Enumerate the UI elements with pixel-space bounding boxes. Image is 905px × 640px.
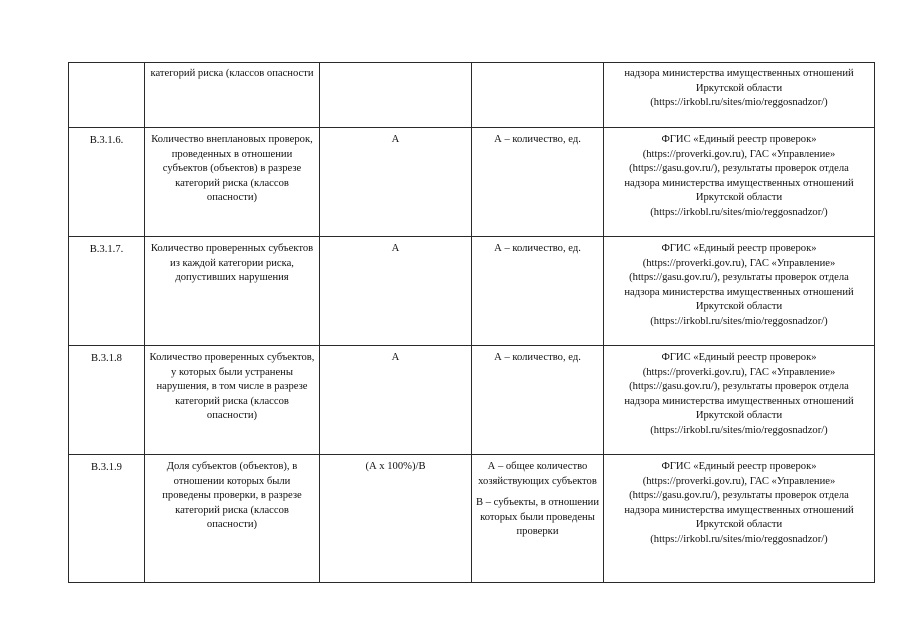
indicator-formula: А bbox=[320, 128, 472, 237]
indicator-code: В.3.1.9 bbox=[69, 455, 145, 583]
indicator-units bbox=[472, 237, 604, 346]
indicator-source bbox=[604, 237, 875, 346]
source-line: надзора министерства имущественных отношений bbox=[624, 395, 854, 407]
source-line: (https://proverki.gov.ru), ГАС «Управление» bbox=[642, 257, 836, 269]
indicator-code bbox=[69, 63, 145, 128]
indicator-name: Количество проверенных субъектов, у которых были устранены нарушения, в том числе в разрезе категорий риска (классов опасности) bbox=[145, 346, 320, 455]
unit-definition: В – субъекты, в отношении которых были проведены проверки bbox=[476, 497, 600, 538]
source-line: (https://gasu.gov.ru/), результаты проверок отдела bbox=[629, 163, 849, 175]
unit-definition: А – количество, ед. bbox=[494, 134, 581, 145]
source-line: (https://irkobl.ru/sites/mio/reggosnadzor/) bbox=[650, 424, 828, 436]
source-line: Иркутской области bbox=[695, 82, 783, 94]
indicator-source bbox=[604, 346, 875, 455]
indicator-name: Количество проверенных субъектов из каждой категории риска, допустивших нарушения bbox=[145, 237, 320, 346]
indicator-source bbox=[604, 128, 875, 237]
indicator-code: В.3.1.7. bbox=[69, 237, 145, 346]
source-line: надзора министерства имущественных отношений bbox=[624, 68, 854, 79]
source-line: Иркутской области bbox=[695, 519, 783, 531]
indicator-units bbox=[472, 128, 604, 237]
indicator-units bbox=[472, 455, 604, 583]
indicator-units bbox=[472, 346, 604, 455]
indicator-code: В.3.1.6. bbox=[69, 128, 145, 237]
table-row bbox=[69, 237, 875, 346]
unit-definition: А – количество, ед. bbox=[494, 352, 581, 363]
source-line: (https://irkobl.ru/sites/mio/reggosnadzor/) bbox=[650, 533, 828, 545]
indicator-name: Количество внеплановых проверок, проведенных в отношении субъектов (объектов) в разрезе категорий риска (классов опасности) bbox=[145, 128, 320, 237]
indicator-name: категорий риска (классов опасности bbox=[145, 63, 320, 128]
source-line: (https://gasu.gov.ru/), результаты проверок отдела bbox=[629, 272, 849, 284]
table-row bbox=[69, 455, 875, 583]
indicator-source bbox=[604, 455, 875, 583]
source-line: Иркутской области bbox=[695, 192, 783, 204]
indicator-formula: (А х 100%)/В bbox=[320, 455, 472, 583]
table-row bbox=[69, 346, 875, 455]
indicator-formula bbox=[320, 63, 472, 128]
source-line: (https://gasu.gov.ru/), результаты проверок отдела bbox=[629, 381, 849, 393]
table-row bbox=[69, 63, 875, 128]
source-line: надзора министерства имущественных отношений bbox=[624, 504, 854, 516]
source-line: (https://gasu.gov.ru/), результаты проверок отдела bbox=[629, 490, 849, 502]
unit-definition: А – количество, ед. bbox=[494, 243, 581, 254]
indicators-table bbox=[68, 62, 875, 583]
indicator-name: Доля субъектов (объектов), в отношении которых были проведены проверки, в разрезе категорий риска (классов опасности) bbox=[145, 455, 320, 583]
source-line: ФГИС «Единый реестр проверок» bbox=[661, 461, 817, 472]
source-line: (https://proverki.gov.ru), ГАС «Управление» bbox=[642, 366, 836, 378]
indicator-units bbox=[472, 63, 604, 128]
indicator-formula: А bbox=[320, 346, 472, 455]
source-line: ФГИС «Единый реестр проверок» bbox=[661, 243, 817, 254]
source-line: ФГИС «Единый реестр проверок» bbox=[661, 352, 817, 363]
source-line: ФГИС «Единый реестр проверок» bbox=[661, 134, 817, 145]
source-line: (https://irkobl.ru/sites/mio/reggosnadzor/) bbox=[650, 206, 828, 218]
table-row bbox=[69, 128, 875, 237]
source-line: (https://proverki.gov.ru), ГАС «Управление» bbox=[642, 475, 836, 487]
source-line: (https://irkobl.ru/sites/mio/reggosnadzor/) bbox=[650, 315, 828, 327]
source-line: надзора министерства имущественных отношений bbox=[624, 177, 854, 189]
source-line: (https://irkobl.ru/sites/mio/reggosnadzor/) bbox=[650, 97, 828, 109]
indicator-source bbox=[604, 63, 875, 128]
indicator-code: В.3.1.8 bbox=[69, 346, 145, 455]
source-line: Иркутской области bbox=[695, 410, 783, 422]
unit-definition: А – общее количество хозяйствующих субъектов bbox=[478, 461, 597, 487]
indicator-formula: А bbox=[320, 237, 472, 346]
source-line: (https://proverki.gov.ru), ГАС «Управление» bbox=[642, 148, 836, 160]
source-line: надзора министерства имущественных отношений bbox=[624, 286, 854, 298]
source-line: Иркутской области bbox=[695, 301, 783, 313]
